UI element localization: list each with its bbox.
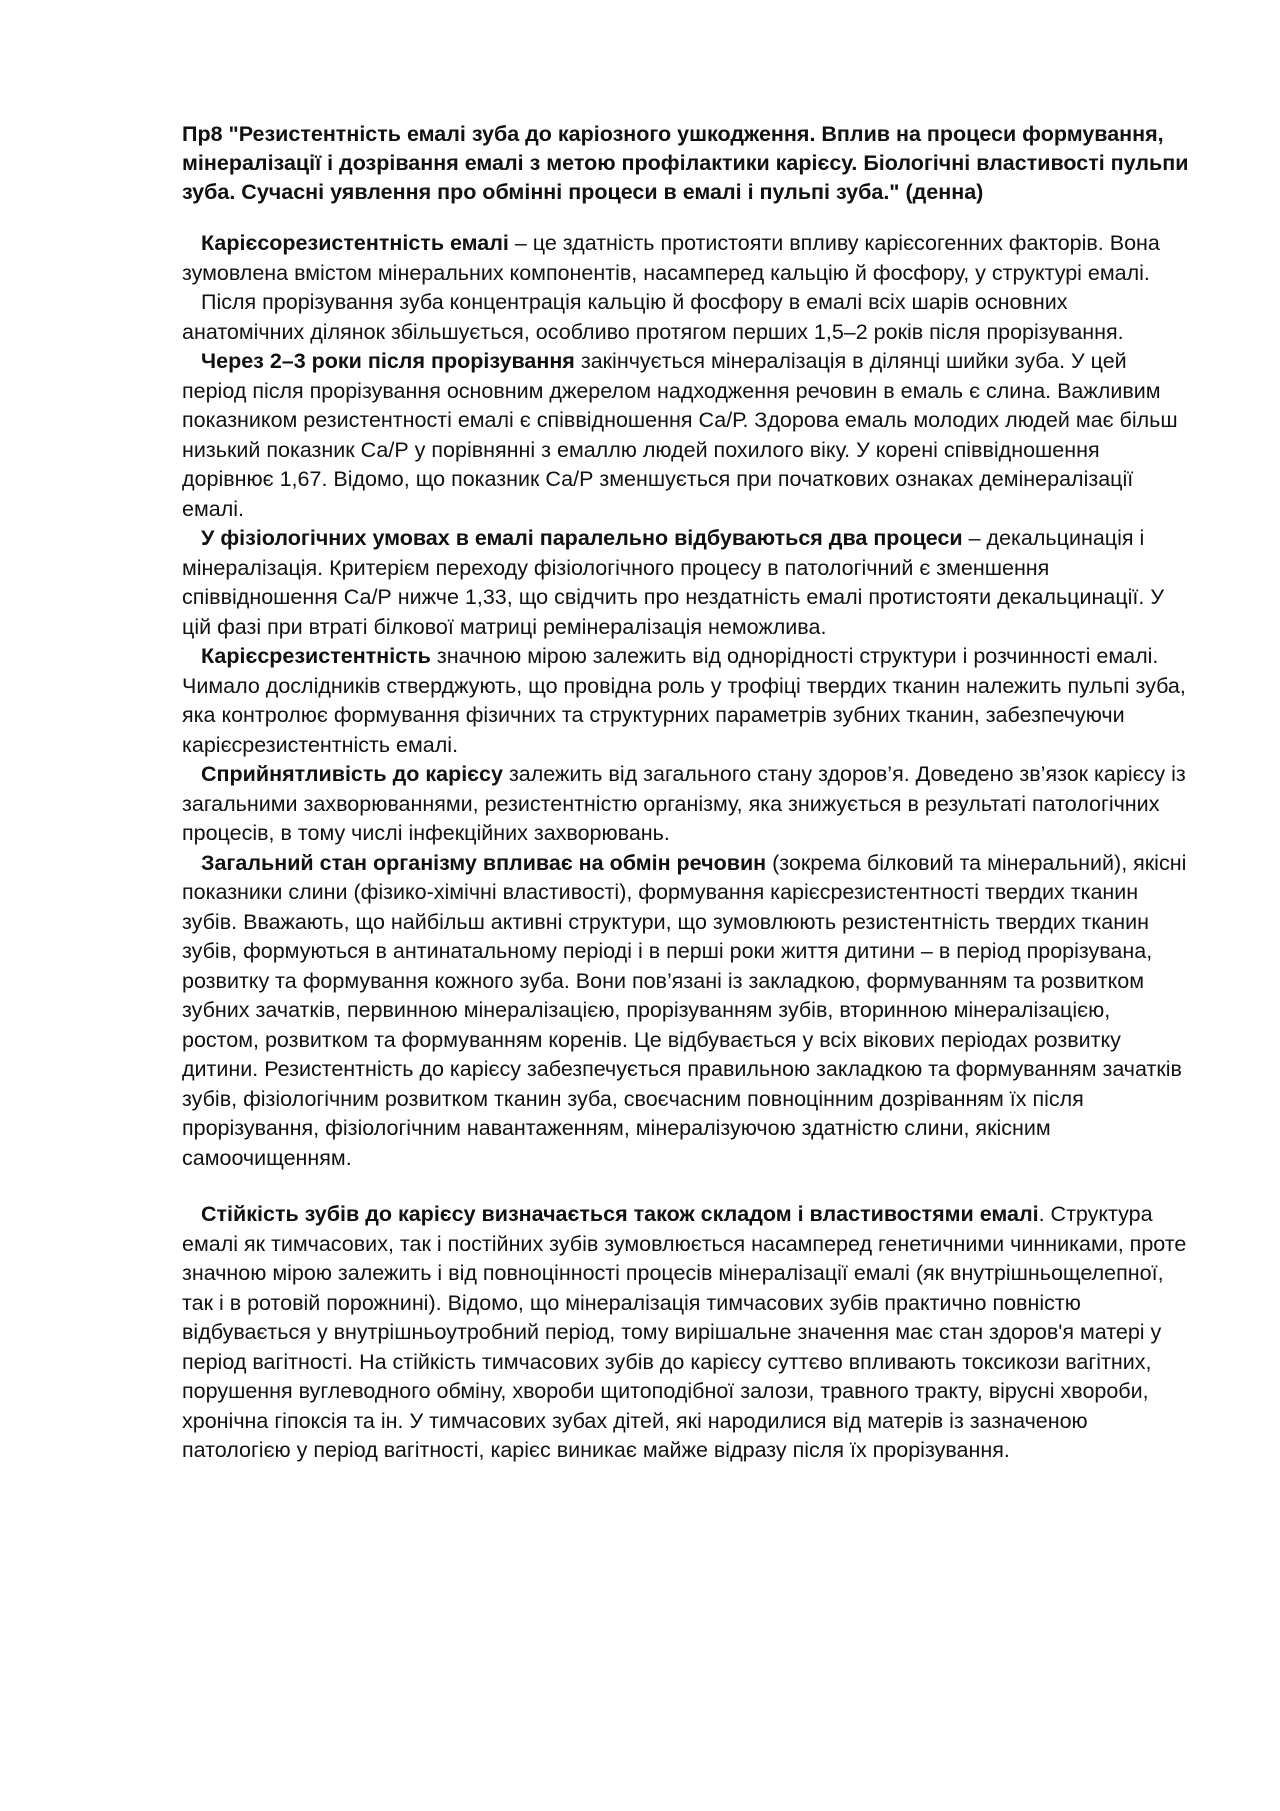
paragraph-heading: Загальний стан організму впливає на обмін речовин [201,850,767,875]
paragraph-heading: Стійкість зубів до карієсу визначається також складом і властивостями емалі [201,1202,1039,1226]
paragraph-heading: Через 2–3 роки після прорізування [201,349,575,373]
paragraph-enamel-resistance [182,229,1192,288]
paragraph-after-eruption [182,288,1192,347]
paragraph-general-condition [182,849,1192,1174]
paragraph-susceptibility [182,760,1192,849]
paragraph-text: значною мірою залежить від однорідності структури і розчинності емалі. Чимало дослідників стверджують, що провідна роль у трофіці твердих тканин належить пульпі зуба, яка контролює формування фізичних та структурних параметрів зубних тканин, забезпечуючи карієсрезистентність емалі. [182,644,1186,757]
document-page [182,120,1192,1466]
paragraph-physiological-processes [182,524,1192,642]
document-title: Пр8 "Резистентність емалі зуба до каріозного ушкодження. Вплив на процеси формування, мінералізації і дозрівання емалі з метою профілактики карієсу. Біологічні властивості пульпи зуба. Сучасні уявлення про обмінні процеси в емалі і пульпі зуба." (денна) [182,122,1189,204]
paragraph-heading: У фізіологічних умовах в емалі паралельно відбуваються два процеси [201,526,963,550]
paragraph-text: закінчується мінералізація в ділянці шийки зуба. У цей період після прорізування основним джерелом надходження речовин в емаль є слина. Важливим показником резистентності емалі є співвідношення Са/Р. Здорова емаль молодих людей має більш низький показник Са/Р у порівнянні з емаллю людей похилого віку. У корені співвідношення дорівнює 1,67. Відомо, що показник Са/Р зменшується при початкових ознаках демінералізації емалі. [182,349,1178,521]
paragraph-text: Після прорізування зуба концентрація кальцію й фосфору в емалі всіх шарів основних анатомічних ділянок збільшується, особливо протягом перших 1,5–2 років після прорізування. [182,290,1124,344]
paragraph-text: . Структура емалі як тимчасових, так і постійних зубів зумовлюється насамперед генетичними чинниками, проте значною мірою залежить і від повноцінності процесів мінералізації емалі (як внутрішньощелепної, так і в ротовій порожнині). Відомо, що мінералізація тимчасових зубів практично повністю відбувається у внутрішньоутробний період, тому вирішальне значення має стан здоров'я матері у період вагітності. На стійкість тимчасових зубів до карієсу суттєво впливають токсикози вагітних, порушення вуглеводного обміну, хвороби щитоподібної залози, травного тракту, вірусні хвороби, хронічна гіпоксія та ін. У тимчасових зубах дітей, які народилися від матерів із зазначеною патологією у період вагітності, карієс виникає майже відразу після їх прорізування. [182,1202,1187,1462]
paragraph-mineralization-period [182,347,1192,524]
paragraph-text: залежить від загального стану здоров’я. Доведено зв’язок карієсу із загальними захворюваннями, резистентністю організму, яка знижується в результаті патологічних процесів, в тому числі інфекційних захворювань. [182,762,1186,845]
paragraph-text: – декальцинація і мінералізація. Критерієм переходу фізіологічного процесу в патологічний є зменшення співвідношення Са/Р нижче 1,33, що свідчить про нездатність емалі протистояти декальцинації. У цій фазі при втраті білкової матриці ремінералізація неможлива. [182,526,1164,639]
paragraph-enamel-composition [182,1200,1192,1466]
paragraph-heading: Сприйнятливість до карієсу [201,762,503,786]
paragraph-caries-resistance [182,642,1192,760]
paragraph-heading: Карієсорезистентність емалі [201,231,509,255]
paragraph-text: (зокрема білковий та мінеральний), якісні показники слини (фізико-хімічні властивості), формування карієсрезистентності твердих тканин зубів. Вважають, що найбільш активні структури, що зумовлюють резистентність твердих тканин зубів, формуються в антинатальному періоді і в перші роки життя дитини – в період прорізувана, розвитку та формування кожного зуба. Вони пов’язані із закладкою, формуванням та розвитком зубних зачатків, первинною мінералізацією, прорізуванням зубів, вторинною мінералізацією, ростом, розвитком та формуванням коренів. Це відбувається у всіх вікових періодах розвитку дитини. Резистентність до карієсу забезпечується правильною закладкою та формуванням зачатків зубів, фізіологічним розвитком тканин зуба, своєчасним повноцінним дозріванням їх після прорізування, фізіологічним навантаженням, мінералізуючою здатністю слини, якісним самоочищенням. [182,850,1187,1170]
paragraph-text: – це здатність протистояти впливу карієсогенних факторів. Вона зумовлена вмістом мінеральних компонентів, насамперед кальцію й фосфору, у структурі емалі. [182,231,1160,285]
paragraph-heading: Карієсрезистентність [201,644,431,668]
